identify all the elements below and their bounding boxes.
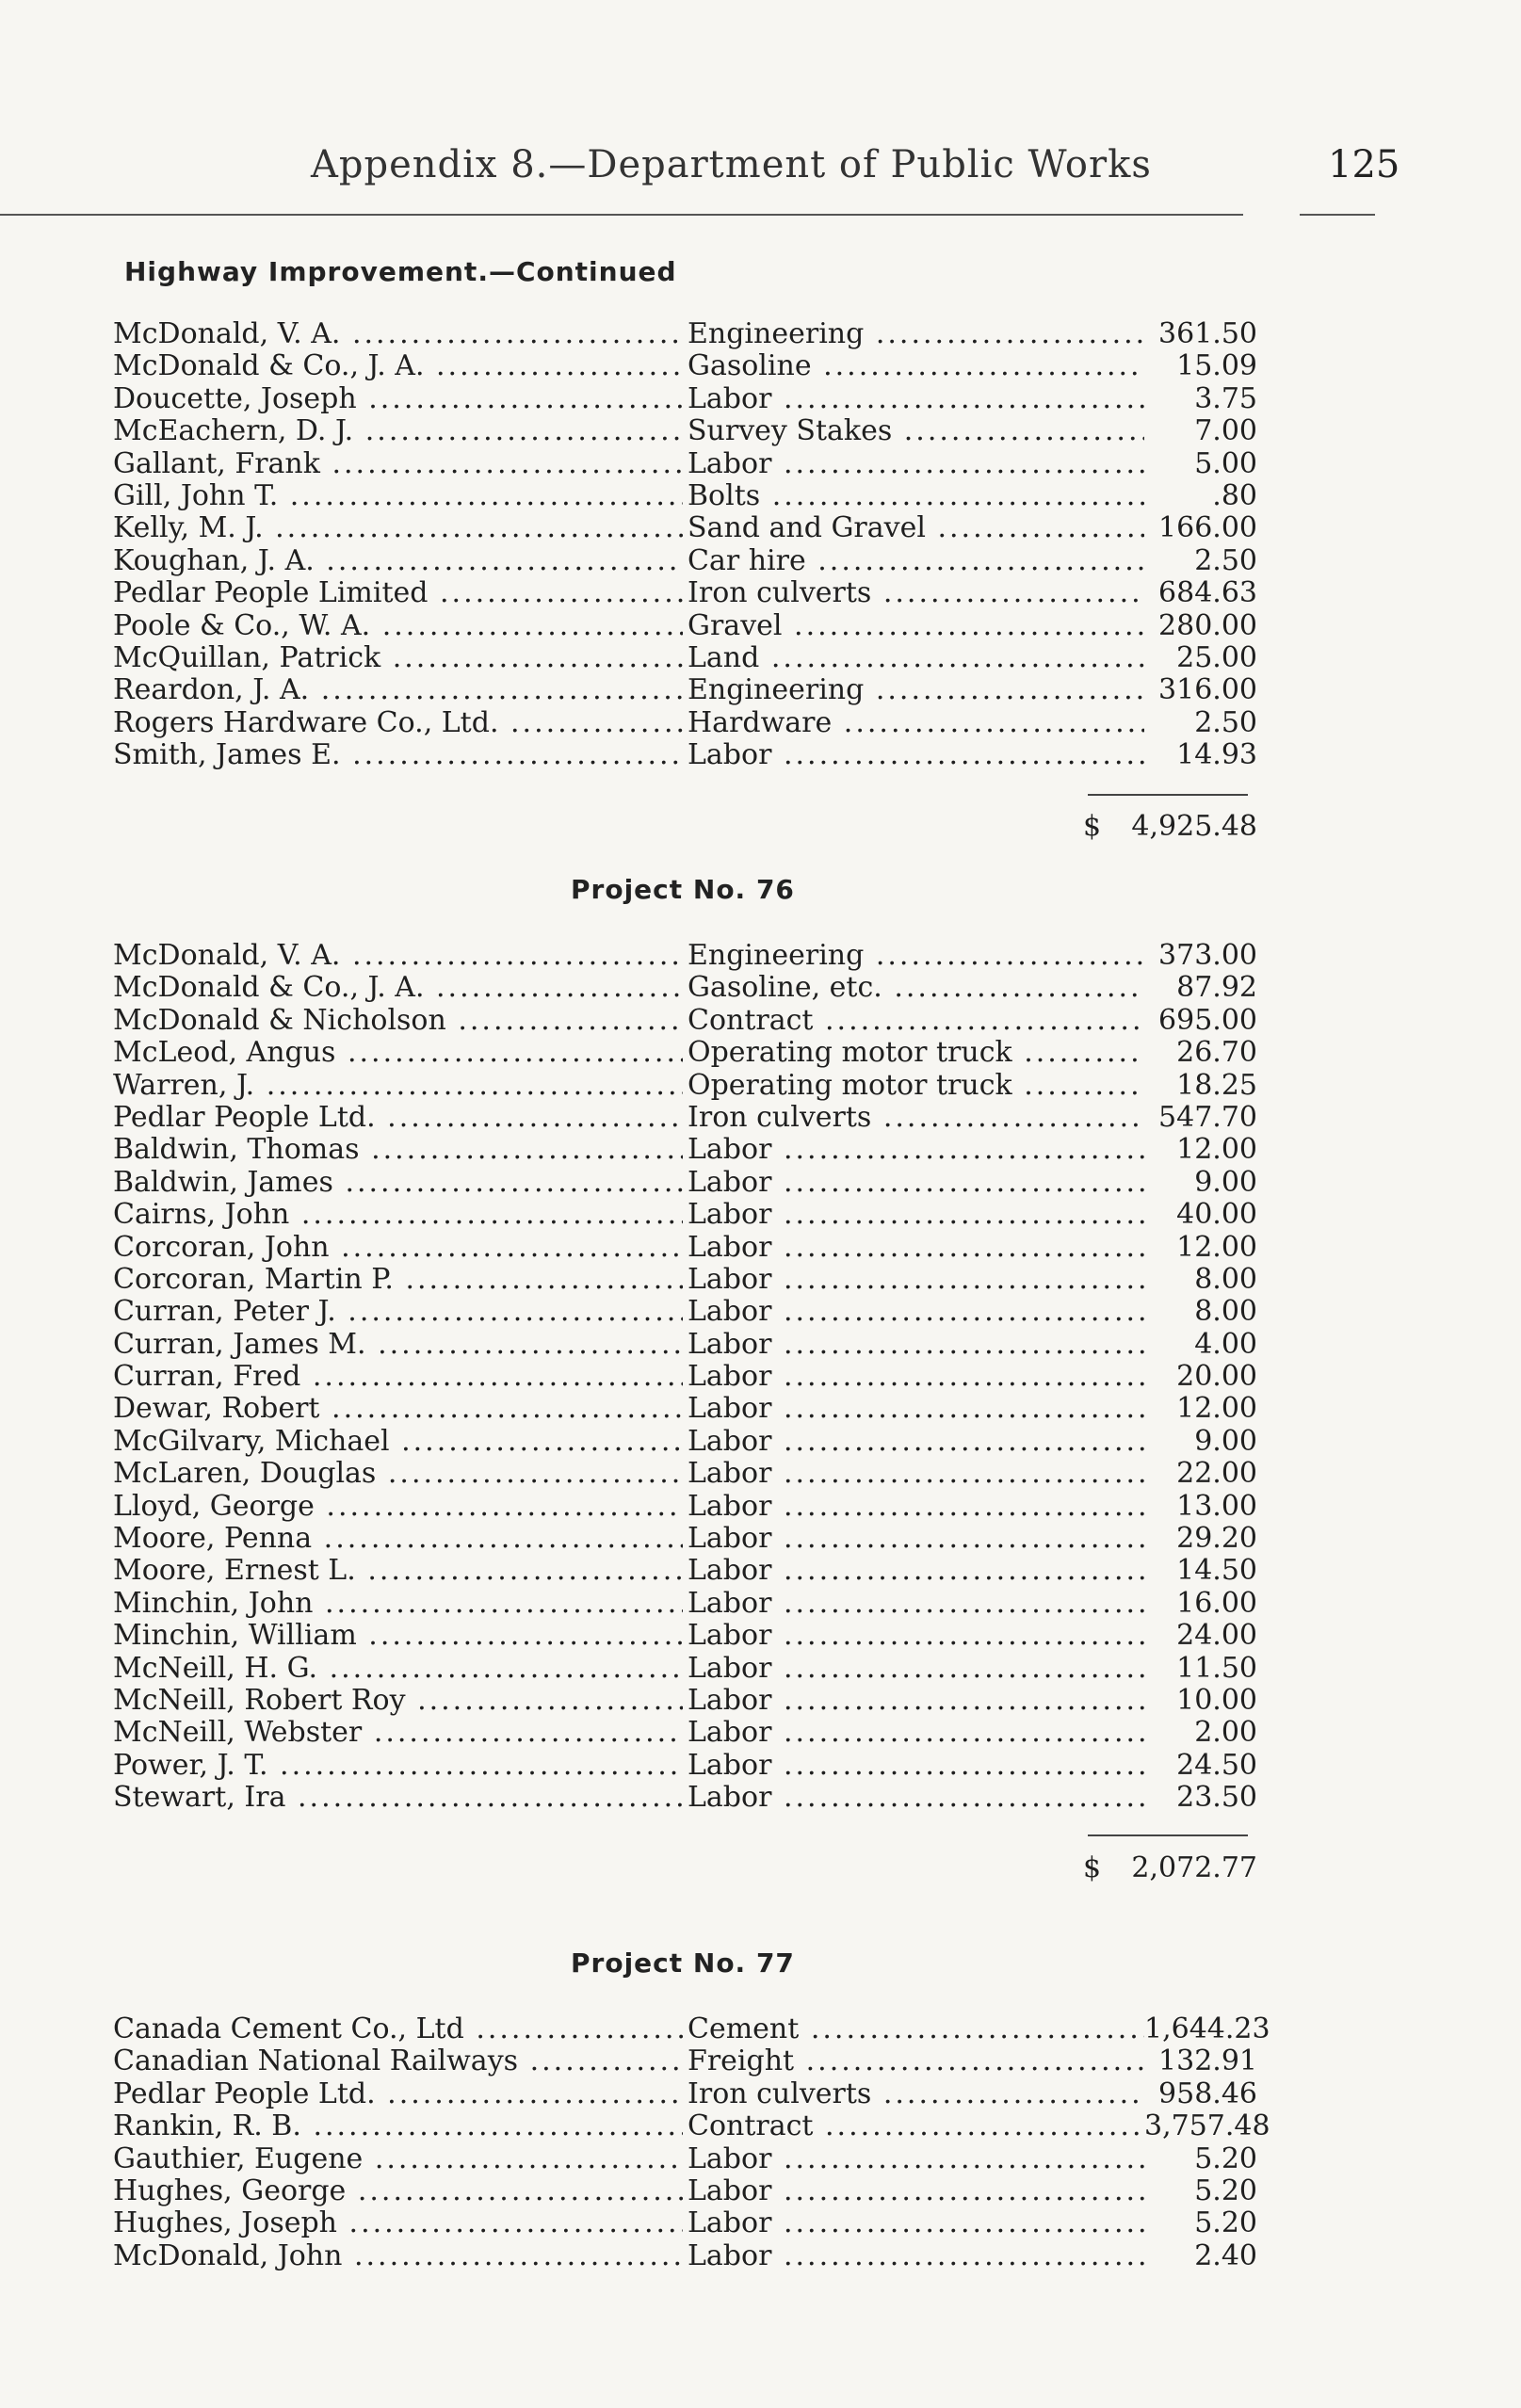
payee-name: Canada Cement Co., Ltd .....: [113, 2013, 683, 2045]
ledger-row: [113, 1102, 1257, 1134]
ledger-row: [113, 480, 1257, 512]
payee-name: Corcoran, John .....: [113, 1232, 683, 1264]
ledger-row: [113, 642, 1257, 674]
expense-item: Iron culverts .....: [688, 1102, 1196, 1134]
amount: 316.00: [1144, 674, 1257, 706]
total-amount: 4,925.48: [1131, 810, 1257, 843]
payee-name: McDonald & Co., J. A. .....: [113, 972, 683, 1004]
expense-item: Labor .....: [688, 1329, 1196, 1361]
amount: 26.70: [1144, 1037, 1257, 1069]
ledger-row: [113, 383, 1257, 415]
ledger-row: [113, 1426, 1257, 1458]
expense-item: Bolts .....: [688, 480, 1196, 512]
amount: 15.09: [1144, 350, 1257, 382]
expense-item: Labor .....: [688, 1199, 1196, 1231]
expense-item: Labor .....: [688, 1555, 1196, 1587]
payee-name: McLeod, Angus .....: [113, 1037, 683, 1069]
expense-item: Labor .....: [688, 739, 1196, 771]
ledger-row: [113, 1717, 1257, 1749]
expense-item: Hardware .....: [688, 707, 1196, 739]
ledger-row: [113, 350, 1257, 382]
expense-item: Labor .....: [688, 1361, 1196, 1393]
amount: 2.50: [1144, 707, 1257, 739]
payee-name: McDonald, V. A. .....: [113, 318, 683, 350]
amount: 5.20: [1144, 2207, 1257, 2239]
expense-item: Survey Stakes .....: [688, 415, 1196, 447]
amount: 18.25: [1144, 1070, 1257, 1102]
ledger-row: [113, 1361, 1257, 1393]
ledger-row: [113, 1555, 1257, 1587]
amount: 547.70: [1144, 1102, 1257, 1134]
payee-name: Pedlar People Ltd. .....: [113, 2078, 683, 2110]
payee-name: McDonald, V. A. .....: [113, 940, 683, 972]
payee-name: Canadian National Railways .....: [113, 2045, 683, 2077]
expense-item: Labor .....: [688, 1750, 1196, 1782]
expense-item: Labor .....: [688, 1458, 1196, 1490]
amount: 2.50: [1144, 545, 1257, 577]
payee-name: Smith, James E. .....: [113, 739, 683, 771]
payee-name: Doucette, Joseph .....: [113, 383, 683, 415]
payee-name: Lloyd, George .....: [113, 1491, 683, 1523]
payee-name: Moore, Ernest L. .....: [113, 1555, 683, 1587]
amount: 5.00: [1144, 448, 1257, 480]
amount: 12.00: [1144, 1393, 1257, 1425]
ledger-row: [113, 707, 1257, 739]
expense-item: Gravel .....: [688, 610, 1196, 642]
payee-name: Warren, J. .....: [113, 1070, 683, 1102]
payee-name: McQuillan, Patrick .....: [113, 642, 683, 674]
expense-item: Labor .....: [688, 2240, 1196, 2272]
amount: 20.00: [1144, 1361, 1257, 1393]
ledger-row: [113, 2045, 1257, 2077]
expense-item: Contract .....: [688, 1005, 1196, 1037]
ledger-row: [113, 448, 1257, 480]
ledger-row: [113, 2207, 1257, 2239]
ledger-row: [113, 1750, 1257, 1782]
expense-item: Contract .....: [688, 2110, 1196, 2142]
expense-item: Labor .....: [688, 2207, 1196, 2239]
amount: 87.92: [1144, 972, 1257, 1004]
expense-item: Labor .....: [688, 1588, 1196, 1620]
payee-name: McGilvary, Michael .....: [113, 1426, 683, 1458]
payee-name: Power, J. T. .....: [113, 1750, 683, 1782]
total-rule: [1088, 1834, 1248, 1836]
amount: 958.46: [1144, 2078, 1257, 2110]
page-number: 125: [1328, 143, 1400, 186]
amount: 40.00: [1144, 1199, 1257, 1231]
ledger-row: [113, 545, 1257, 577]
expense-item: Labor .....: [688, 1264, 1196, 1296]
ledger-row: [113, 2240, 1257, 2272]
amount: 5.20: [1144, 2175, 1257, 2207]
payee-name: Kelly, M. J. .....: [113, 512, 683, 544]
amount: 24.00: [1144, 1620, 1257, 1652]
payee-name: Rankin, R. B. .....: [113, 2110, 683, 2142]
expense-item: Labor .....: [688, 1393, 1196, 1425]
expense-item: Labor .....: [688, 1653, 1196, 1685]
payee-name: McDonald, John .....: [113, 2240, 683, 2272]
ledger-row: [113, 1070, 1257, 1102]
ledger-row: [113, 1653, 1257, 1685]
amount: 361.50: [1144, 318, 1257, 350]
amount: 132.91: [1144, 2045, 1257, 2077]
payee-name: McNeill, Webster .....: [113, 1717, 683, 1749]
ledger-row: [113, 1037, 1257, 1069]
expense-item: Engineering .....: [688, 318, 1196, 350]
amount: 14.93: [1144, 739, 1257, 771]
payee-name: Gill, John T. .....: [113, 480, 683, 512]
ledger-row: [113, 318, 1257, 350]
payee-name: Baldwin, James .....: [113, 1167, 683, 1199]
amount: 7.00: [1144, 415, 1257, 447]
amount: 14.50: [1144, 1555, 1257, 1587]
payee-name: Gallant, Frank .....: [113, 448, 683, 480]
ledger-row: [113, 1523, 1257, 1555]
amount: 2.40: [1144, 2240, 1257, 2272]
expense-item: Labor .....: [688, 1717, 1196, 1749]
payee-name: Hughes, George .....: [113, 2175, 683, 2207]
ledger-row: [113, 1491, 1257, 1523]
amount: 4.00: [1144, 1329, 1257, 1361]
expense-item: Labor .....: [688, 1685, 1196, 1717]
ledger-row: [113, 415, 1257, 447]
section-heading: Highway Improvement.—Continued: [124, 256, 677, 287]
payee-name: Baldwin, Thomas .....: [113, 1134, 683, 1166]
amount: 12.00: [1144, 1232, 1257, 1264]
ledger-row: [113, 1264, 1257, 1296]
ledger-row: [113, 2143, 1257, 2175]
expense-item: Car hire .....: [688, 545, 1196, 577]
section-total: [1083, 810, 1257, 843]
amount: 13.00: [1144, 1491, 1257, 1523]
expense-item: Labor .....: [688, 1426, 1196, 1458]
payee-name: Poole & Co., W. A. .....: [113, 610, 683, 642]
amount: 373.00: [1144, 940, 1257, 972]
total-amount: 2,072.77: [1131, 1851, 1257, 1884]
payee-name: McDonald & Nicholson .....: [113, 1005, 683, 1037]
section-total: [1083, 1851, 1257, 1884]
amount: 11.50: [1144, 1653, 1257, 1685]
payee-name: Pedlar People Limited .....: [113, 577, 683, 609]
expense-item: Sand and Gravel .....: [688, 512, 1196, 544]
payee-name: Pedlar People Ltd. .....: [113, 1102, 683, 1134]
amount: 9.00: [1144, 1167, 1257, 1199]
payee-name: Curran, Peter J. .....: [113, 1296, 683, 1328]
expense-item: Iron culverts .....: [688, 577, 1196, 609]
expense-item: Labor .....: [688, 1232, 1196, 1264]
amount: .80: [1144, 480, 1257, 512]
ledger-row: [113, 1005, 1257, 1037]
running-title: Appendix 8.—Department of Public Works: [311, 143, 1152, 186]
expense-item: Operating motor truck .....: [688, 1037, 1196, 1069]
expense-item: Labor .....: [688, 1296, 1196, 1328]
amount: 24.50: [1144, 1750, 1257, 1782]
ledger-row: [113, 2109, 1270, 2143]
amount: 684.63: [1144, 577, 1257, 609]
total-currency: $: [1083, 1851, 1102, 1884]
payee-name: McEachern, D. J. .....: [113, 415, 683, 447]
payee-name: Gauthier, Eugene .....: [113, 2143, 683, 2175]
total-rule: [1088, 794, 1248, 796]
section-heading: Project No. 76: [571, 874, 795, 905]
amount: 29.20: [1144, 1523, 1257, 1555]
header-rule-right: [1300, 214, 1375, 216]
entry-list: [113, 940, 1257, 1815]
payee-name: Dewar, Robert .....: [113, 1393, 683, 1425]
ledger-row: [113, 2012, 1270, 2045]
amount: 8.00: [1144, 1264, 1257, 1296]
expense-item: Labor .....: [688, 1491, 1196, 1523]
expense-item: Labor .....: [688, 1782, 1196, 1814]
expense-item: Labor .....: [688, 1523, 1196, 1555]
ledger-row: [113, 1329, 1257, 1361]
header-rule: [0, 214, 1243, 216]
expense-item: Iron culverts .....: [688, 2078, 1196, 2110]
ledger-row: [113, 1620, 1257, 1652]
payee-name: Rogers Hardware Co., Ltd. .....: [113, 707, 683, 739]
payee-name: Koughan, J. A. .....: [113, 545, 683, 577]
expense-item: Labor .....: [688, 2175, 1196, 2207]
payee-name: McDonald & Co., J. A. .....: [113, 350, 683, 382]
ledger-row: [113, 2078, 1257, 2110]
expense-item: Labor .....: [688, 2143, 1196, 2175]
ledger-row: [113, 1393, 1257, 1425]
ledger-row: [113, 1134, 1257, 1166]
payee-name: McNeill, H. G. .....: [113, 1653, 683, 1685]
ledger-row: [113, 674, 1257, 706]
ledger-row: [113, 739, 1257, 771]
expense-item: Labor .....: [688, 1134, 1196, 1166]
payee-name: Moore, Penna .....: [113, 1523, 683, 1555]
total-currency: $: [1083, 810, 1102, 843]
amount: 3.75: [1144, 383, 1257, 415]
entry-list: [113, 318, 1257, 771]
amount: 8.00: [1144, 1296, 1257, 1328]
ledger-row: [113, 972, 1257, 1004]
section-heading: Project No. 77: [571, 1947, 795, 1979]
payee-name: Cairns, John .....: [113, 1199, 683, 1231]
payee-name: Curran, Fred .....: [113, 1361, 683, 1393]
amount: 12.00: [1144, 1134, 1257, 1166]
payee-name: Hughes, Joseph .....: [113, 2207, 683, 2239]
ledger-row: [113, 2175, 1257, 2207]
expense-item: Land .....: [688, 642, 1196, 674]
expense-item: Labor .....: [688, 1620, 1196, 1652]
amount: 166.00: [1144, 512, 1257, 544]
payee-name: Reardon, J. A. .....: [113, 674, 683, 706]
ledger-row: [113, 1458, 1257, 1490]
ledger-row: [113, 577, 1257, 609]
expense-item: Engineering .....: [688, 940, 1196, 972]
expense-item: Operating motor truck .....: [688, 1070, 1196, 1102]
ledger-row: [113, 1232, 1257, 1264]
amount: 9.00: [1144, 1426, 1257, 1458]
expense-item: Engineering .....: [688, 674, 1196, 706]
amount: 23.50: [1144, 1782, 1257, 1814]
payee-name: Minchin, William .....: [113, 1620, 683, 1652]
ledger-row: [113, 512, 1257, 544]
expense-item: Labor .....: [688, 1167, 1196, 1199]
ledger-row: [113, 1167, 1257, 1199]
ledger-row: [113, 1588, 1257, 1620]
expense-item: Labor .....: [688, 383, 1196, 415]
ledger-row: [113, 940, 1257, 972]
ledger-row: [113, 1199, 1257, 1231]
amount: 1,644.23: [1144, 2012, 1270, 2045]
amount: 10.00: [1144, 1685, 1257, 1717]
amount: 5.20: [1144, 2143, 1257, 2175]
amount: 280.00: [1144, 610, 1257, 642]
amount: 25.00: [1144, 642, 1257, 674]
payee-name: Minchin, John .....: [113, 1588, 683, 1620]
expense-item: Gasoline, etc. .....: [688, 972, 1196, 1004]
ledger-row: [113, 1782, 1257, 1814]
payee-name: McLaren, Douglas .....: [113, 1458, 683, 1490]
amount: 2.00: [1144, 1717, 1257, 1749]
payee-name: McNeill, Robert Roy .....: [113, 1685, 683, 1717]
expense-item: Cement .....: [688, 2013, 1196, 2045]
payee-name: Curran, James M. .....: [113, 1329, 683, 1361]
expense-item: Labor .....: [688, 448, 1196, 480]
amount: 22.00: [1144, 1458, 1257, 1490]
amount: 3,757.48: [1144, 2109, 1270, 2143]
ledger-row: [113, 1685, 1257, 1717]
payee-name: Stewart, Ira .....: [113, 1782, 683, 1814]
amount: 16.00: [1144, 1588, 1257, 1620]
payee-name: Corcoran, Martin P. .....: [113, 1264, 683, 1296]
amount: 695.00: [1144, 1005, 1257, 1037]
entry-list: [113, 2012, 1270, 2272]
expense-item: Freight .....: [688, 2045, 1196, 2077]
ledger-row: [113, 610, 1257, 642]
page-header: [0, 143, 1521, 218]
ledger-row: [113, 1296, 1257, 1328]
expense-item: Gasoline .....: [688, 350, 1196, 382]
